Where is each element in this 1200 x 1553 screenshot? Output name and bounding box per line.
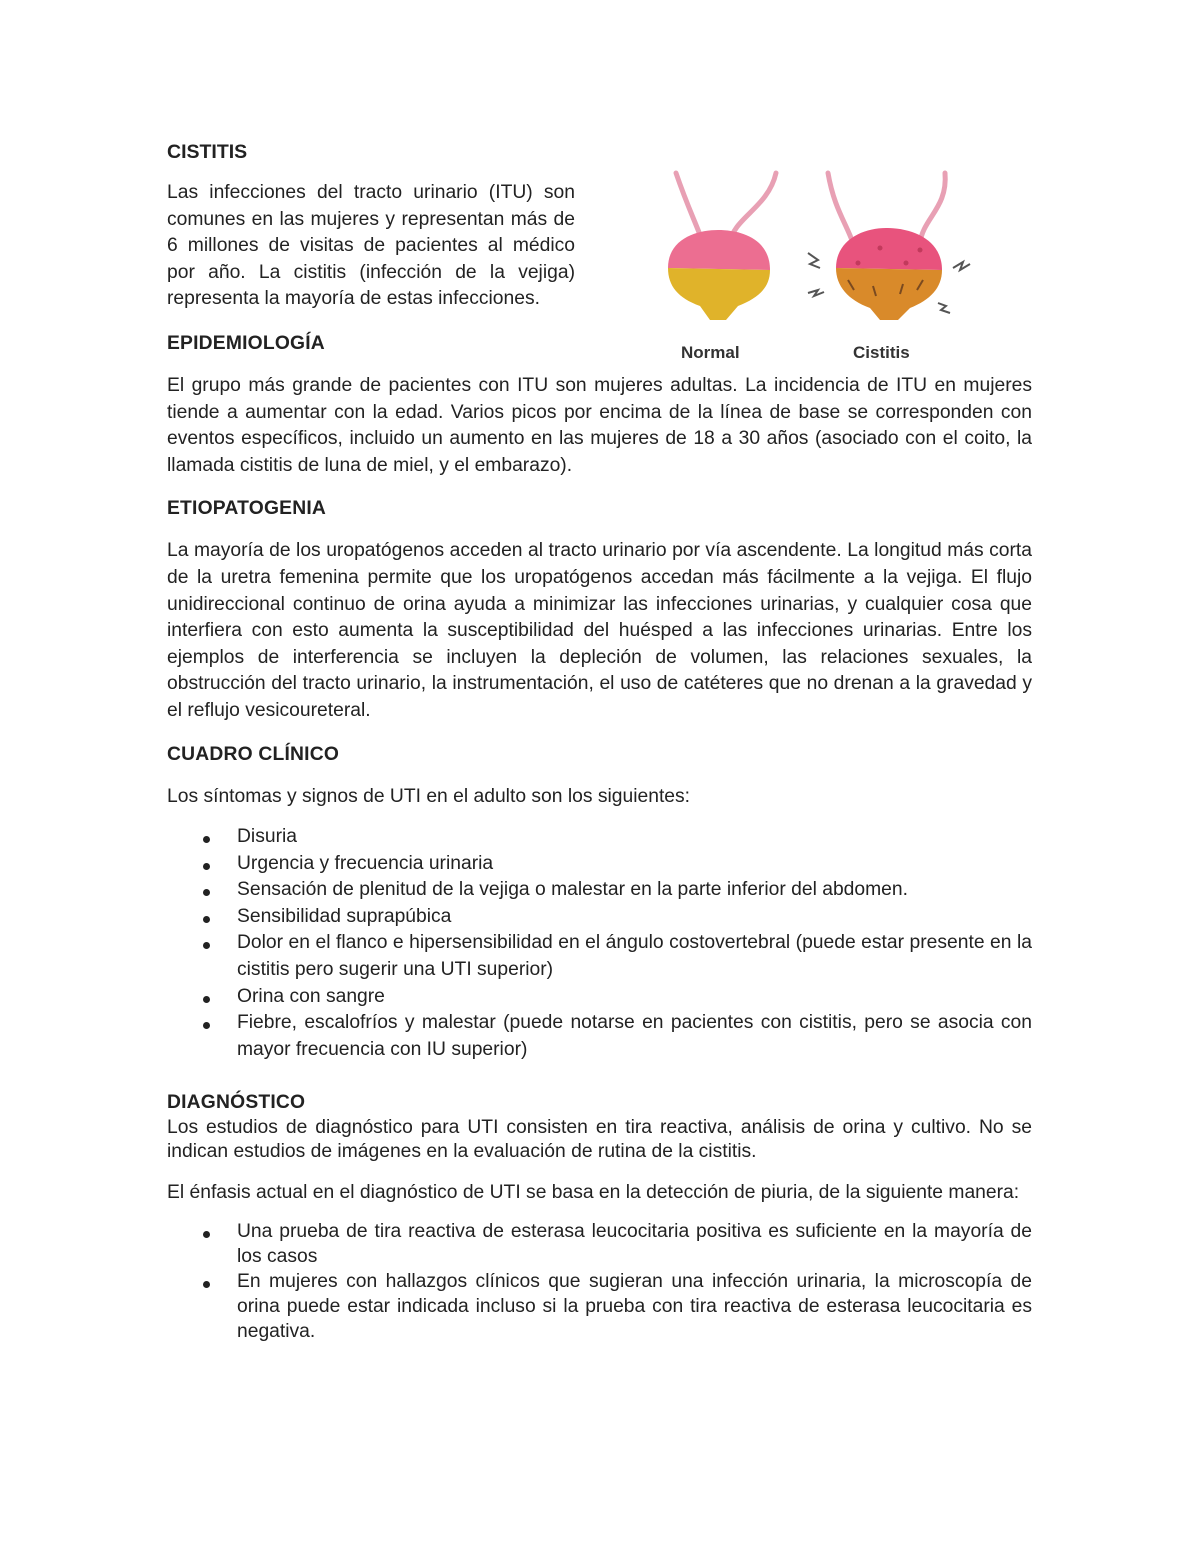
epidemiology-paragraph: El grupo más grande de pacientes con ITU son mujeres adultas. La incidencia de ITU en mujeres tiende a aumentar con la edad. Varios picos por encima de la línea de base se corresponden con eventos específicos, incluido un aumento en las mujeres de 18 a 30 años (asociado con el coito, la llamada cistitis de luna de miel, y el embarazo).: [167, 374, 1032, 476]
clinical-heading: CUADRO CLÍNICO: [167, 743, 340, 765]
list-item: Una prueba de tira reactiva de esterasa leucocitaria positiva es suficiente en la mayoría de los casos: [167, 1219, 1032, 1269]
list-item: Fiebre, escalofríos y malestar (puede notarse en pacientes con cistitis, pero se asocia con mayor frecuencia con IU superior): [167, 1010, 1032, 1063]
bullet-icon: [203, 1281, 210, 1288]
clinical-intro: Los síntomas y signos de UTI en el adulto son los siguientes:: [167, 785, 691, 807]
list-item: En mujeres con hallazgos clínicos que sugieran una infección urinaria, la microscopía de orina puede estar indicada incluso si la prueba con tira reactiva de esterasa leucocitaria es negativa.: [167, 1269, 1032, 1344]
list-item: Urgencia y frecuencia urinaria: [167, 851, 1032, 878]
diagnosis-list: [167, 1219, 1032, 1344]
figure-label-normal: Normal: [681, 343, 740, 362]
bullet-icon: [203, 942, 210, 949]
diagnosis-heading: DIAGNÓSTICO: [167, 1092, 306, 1114]
bullet-icon: [203, 836, 210, 843]
bullet-icon: [203, 1022, 210, 1029]
list-item: Disuria: [167, 824, 1032, 851]
bullet-icon: [203, 863, 210, 870]
bullet-icon: [203, 996, 210, 1003]
list-item: Sensación de plenitud de la vejiga o malestar en la parte inferior del abdomen.: [167, 877, 1032, 904]
list-item: Sensibilidad suprapúbica: [167, 904, 1032, 931]
bullet-icon: [203, 1231, 210, 1238]
symptom-list: [167, 824, 1032, 1063]
intro-paragraph: Las infecciones del tracto urinario (ITU) son comunes en las mujeres y representan más de 6 millones de visitas de pacientes al médico por año. La cistitis (infección de la vejiga) representa la mayoría de estas infecciones.: [167, 182, 575, 310]
diagnosis-paragraph-2: El énfasis actual en el diagnóstico de UTI se basa en la detección de piuria, de la siguiente manera:: [167, 1182, 1020, 1204]
bladder-illustration: [658, 168, 998, 368]
cystitis-bladder-icon: [808, 173, 970, 320]
document-title: CISTITIS: [167, 141, 248, 163]
list-item: Dolor en el flanco e hipersensibilidad en el ángulo costovertebral (puede estar presente en la cistitis pero sugerir una UTI superior): [167, 930, 1032, 983]
bullet-icon: [203, 889, 210, 896]
document-page: [167, 138, 1032, 1344]
etiopathogenesis-paragraph: La mayoría de los uropatógenos acceden al tracto urinario por vía ascendente. La longitud más corta de la uretra femenina permite que los uropatógenos accedan más fácilmente a la vejiga. El flujo unidireccional continuo de orina ayuda a minimizar las infecciones urinarias, y cualquier cosa que interfiera con esto aumenta la susceptibilidad del huésped a las infecciones urinarias. Entre los ejemplos de interferencia se incluyen la depleción de volumen, las relaciones sexuales, la obstrucción del tracto urinario, la instrumentación, el uso de catéteres que no drenan a la gravedad y el reflujo vesicoureteral.: [167, 540, 1032, 721]
epidemiology-heading: EPIDEMIOLOGÍA: [167, 332, 325, 354]
normal-bladder-icon: [668, 173, 776, 320]
diagnosis-paragraph-1: Los estudios de diagnóstico para UTI consisten en tira reactiva, análisis de orina y cultivo. No se indican estudios de imágenes en la evaluación de rutina de la cistitis.: [167, 1117, 1032, 1163]
list-item: Orina con sangre: [167, 984, 1032, 1011]
bullet-icon: [203, 916, 210, 923]
etiopathogenesis-heading: ETIOPATOGENIA: [167, 498, 327, 520]
figure-label-cystitis: Cistitis: [853, 343, 910, 362]
